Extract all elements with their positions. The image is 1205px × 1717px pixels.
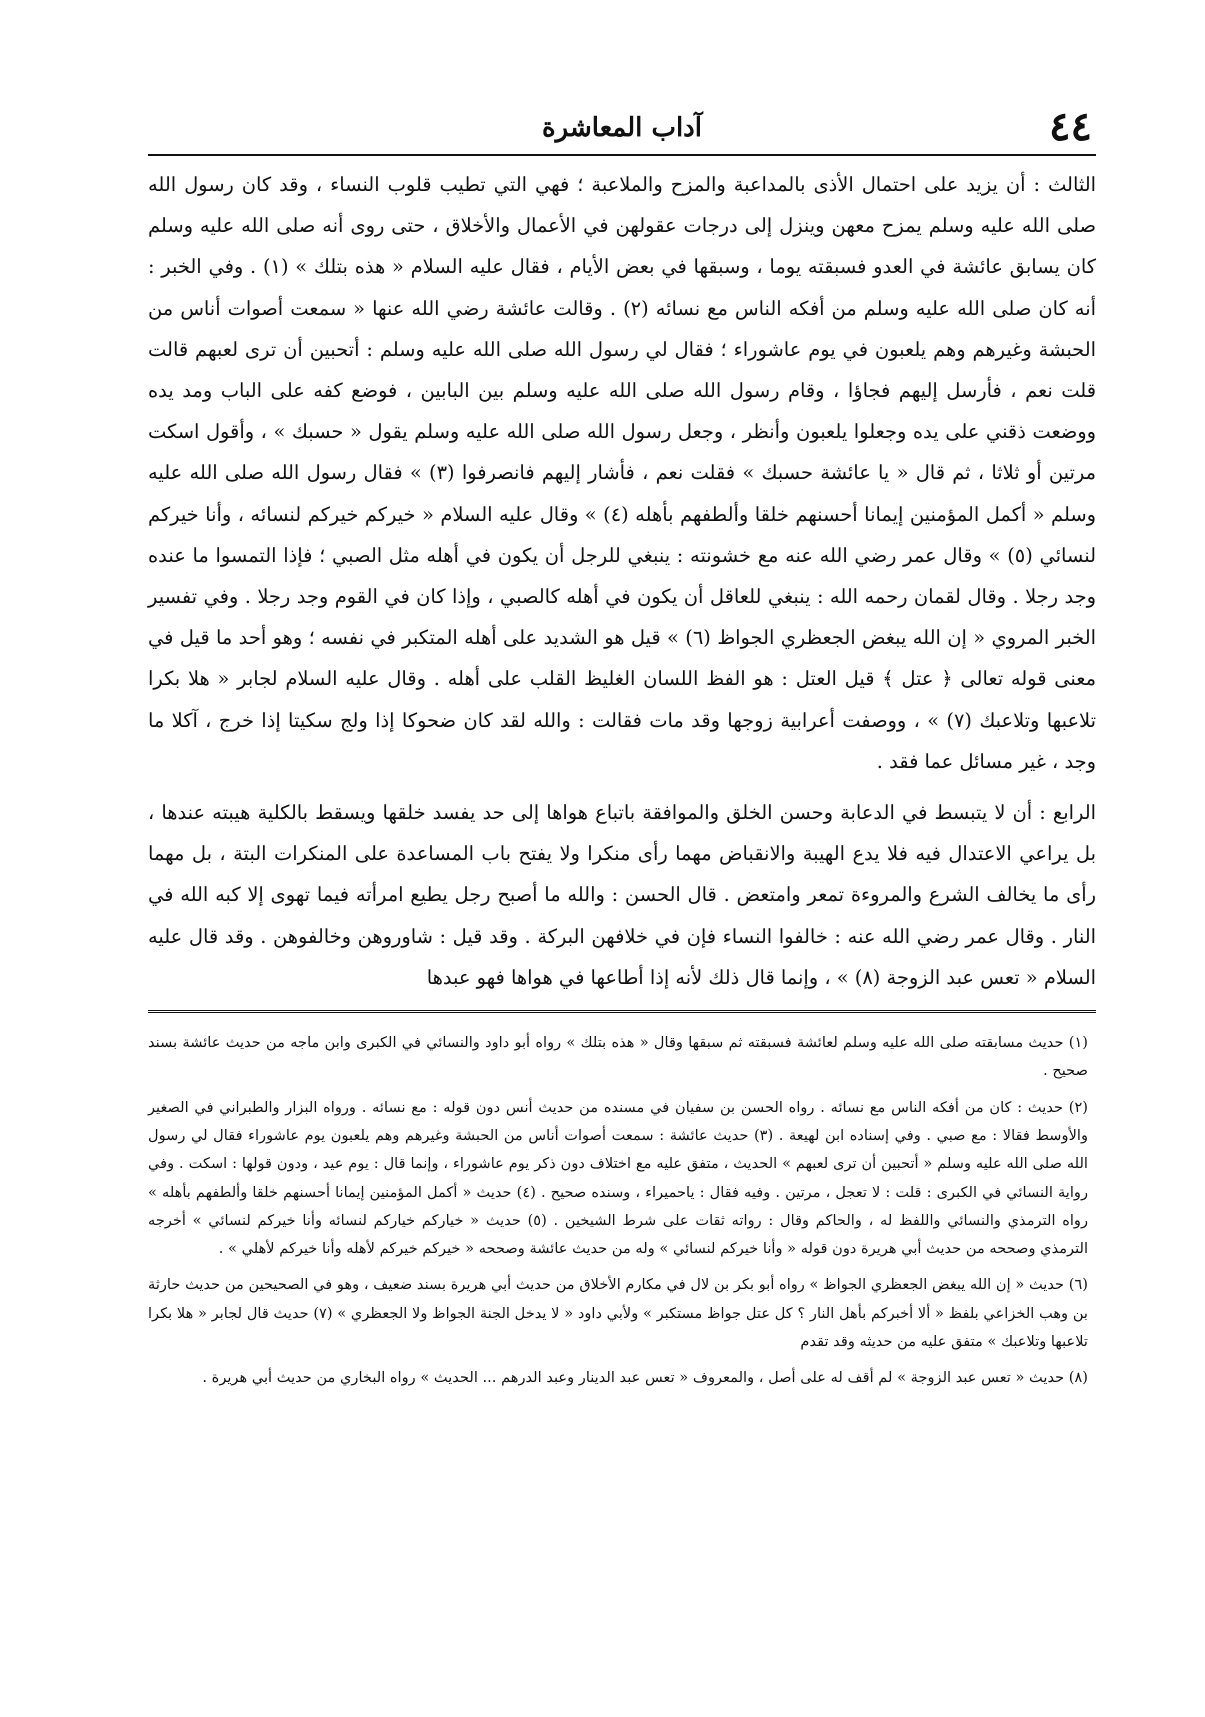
- book-page: [148, 103, 1096, 1393]
- page-header: [148, 103, 1096, 154]
- page-number: ٤٤: [1049, 103, 1092, 150]
- footnote-1: (١) حديث مسابقته صلى الله عليه وسلم لعائشة فسبقته ثم سبقها وقال « هذه بتلك » رواه أبو داود والنسائي في الكبرى وابن ماجه من حديث عائشة بسند صحيح .: [148, 1034, 1088, 1080]
- running-title: آداب المعاشرة: [542, 113, 702, 143]
- main-text: [148, 164, 1096, 998]
- footnote-separator: [148, 1010, 1096, 1015]
- footnotes: [148, 1029, 1096, 1393]
- footnote-2-5: (٢) حديث : كان من أفكه الناس مع نسائه . رواه الحسن بن سفيان في مسنده من حديث أنس دون قوله : مع نسائه . ورواه البزار والطبراني في الصغير والأوسط فقالا : مع صبي . وفي إسناده ابن لهيعة . (٣) حديث عائشة : سمعت أصوات أناس من الحبشة وغيرهم وهم يلعبون يوم عاشوراء فقال لي رسول الله صلى الله عليه وسلم « أتحبين أن ترى لعبهم » الحديث ، متفق عليه مع اختلاف دون ذكر يوم عاشوراء ، وإنما قال : يوم عيد ، ودون قولها : اسكت . وفي رواية النسائي في الكبرى : قلت : لا تعجل ، مرتين . وفيه فقال : ياحميراء ، وسنده صحيح . (٤) حديث « أكمل المؤمنين إيمانا أحسنهم خلقا وألطفهم بأهله » رواه الترمذي والنسائي واللفظ له ، والحاكم وقال : رواته ثقات على شرط الشيخين . (٥) حديث « خياركم خياركم لنسائه وأنا خيركم لنسائي » أخرجه الترمذي وصححه من حديث أبي هريرة دون قوله « وأنا خيركم لنسائي » وله من حديث عائشة وصححه « خيركم خيركم لأهله وأنا خيركم لأهلي » .: [148, 1098, 1089, 1258]
- paragraph-fourth: الرابع : أن لا يتبسط في الدعابة وحسن الخلق والموافقة باتباع هواها إلى حد يفسد خلقها ويسقط بالكلية هيبته عندها ، بل يراعي الاعتدال فيه فلا يدع الهيبة والانقباض مهما رأى منكرا ولا يفتح باب المساعدة على المنكرات البتة ، بل مهما رأى ما يخالف الشرع والمروءة تمعر وامتعض . قال الحسن : والله ما أصبح رجل يطيع امرأته فيما تهوى إلا كبه الله في النار . وقال عمر رضي الله عنه : خالفوا النساء فإن في خلافهن البركة . وقد قيل : شاوروهن وخالفوهن . وقد قال عليه السلام « تعس عبد الزوجة (٨) » ، وإنما قال ذلك لأنه إذا أطاعها في هواها فهو عبدها: [148, 801, 1096, 989]
- footnote-6-7: (٦) حديث « إن الله يبغض الجعظري الجواظ » رواه أبو بكر بن لال في مكارم الأخلاق من حديث أبي هريرة بسند ضعيف ، وهو في الصحيحين من حديث حارثة بن وهب الخزاعي بلفظ « ألا أخبركم بأهل النار ؟ كل عتل جواظ مستكبر » ولأبي داود « لا يدخل الجنة الجواظ ولا الجعظري » (٧) حديث قال لجابر « هلا بكرا تلاعبها وتلاعبك » متفق عليه من حديثه وقد تقدم: [148, 1276, 1088, 1351]
- footnote-8: (٨) حديث « تعس عبد الزوجة » لم أقف له على أصل ، والمعروف « تعس عبد الدينار وعبد الدرهم ... الحديث » رواه البخاري من حديث أبي هريرة .: [202, 1369, 1088, 1387]
- header-rule: [148, 154, 1096, 156]
- paragraph-third: الثالث : أن يزيد على احتمال الأذى بالمداعبة والمزح والملاعبة ؛ فهي التي تطيب قلوب النساء ، وقد كان رسول الله صلى الله عليه وسلم يمزح معهن وينزل إلى درجات عقولهن في الأعمال والأخلاق ، حتى روى أنه صلى الله عليه وسلم كان يسابق عائشة في العدو فسبقته يوما ، وسبقها في بعض الأيام ، فقال عليه السلام « هذه بتلك » (١) . وفي الخبر : أنه كان صلى الله عليه وسلم من أفكه الناس مع نسائه (٢) . وقالت عائشة رضي الله عنها « سمعت أصوات أناس من الحبشة وغيرهم وهم يلعبون في يوم عاشوراء ؛ فقال لي رسول الله صلى الله عليه وسلم : أتحبين أن ترى لعبهم قالت قلت نعم ، فأرسل إليهم فجاؤا ، وقام رسول الله صلى الله عليه وسلم بين البابين ، فوضع كفه على الباب ومد يده ووضعت ذقني على يده وجعلوا يلعبون وأنظر ، وجعل رسول الله صلى الله عليه وسلم يقول « حسبك » ، وأقول اسكت مرتين أو ثلاثا ، ثم قال « يا عائشة حسبك » فقلت نعم ، فأشار إليهم فانصرفوا (٣) » فقال رسول الله صلى الله عليه وسلم « أكمل المؤمنين إيمانا أحسنهم خلقا وألطفهم بأهله (٤) » وقال عليه السلام « خيركم خيركم لنسائه ، وأنا خيركم لنسائي (٥) » وقال عمر رضي الله عنه مع خشونته : ينبغي للرجل أن يكون في أهله مثل الصبي ؛ فإذا التمسوا ما عنده وجد رجلا . وقال لقمان رحمه الله : ينبغي للعاقل أن يكون في أهله كالصبي ، وإذا كان في القوم وجد رجلا . وفي تفسير الخبر المروي « إن الله يبغض الجعظري الجواظ (٦) » قيل هو الشديد على أهله المتكبر في نفسه ؛ وهو أحد ما قيل في معنى قوله تعالى ﴿ عتل ﴾ قيل العتل : هو الفظ اللسان الغليظ القلب على أهله . وقال عليه السلام لجابر « هلا بكرا تلاعبها وتلاعبك (٧) » ، ووصفت أعرابية زوجها وقد مات فقالت : والله لقد كان ضحوكا إذا ولج سكيتا إذا خرج ، آكلا ما وجد ، غير مسائل عما فقد .: [148, 173, 1096, 773]
